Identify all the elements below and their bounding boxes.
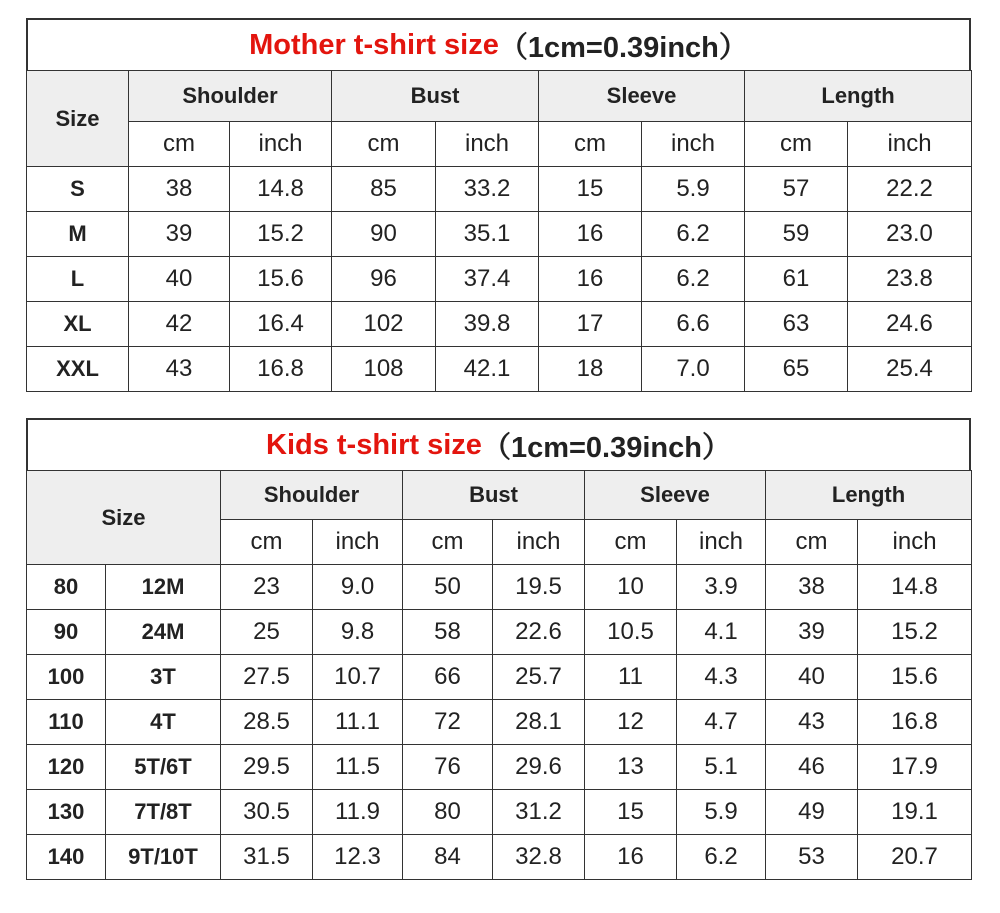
measurement-cell: 15.6 <box>858 655 972 700</box>
measurement-cell: 22.2 <box>848 167 972 212</box>
measurement-cell: 31.2 <box>493 790 585 835</box>
measurement-cell: 33.2 <box>436 167 539 212</box>
unit-header-inch: inch <box>230 122 332 167</box>
measurement-cell: 31.5 <box>221 835 313 880</box>
measurement-cell: 25 <box>221 610 313 655</box>
measurement-cell: 46 <box>766 745 858 790</box>
measurement-cell: 40 <box>129 257 230 302</box>
table-row <box>27 347 972 392</box>
unit-header-cm: cm <box>403 520 493 565</box>
measurement-cell: 15.2 <box>230 212 332 257</box>
measurement-cell: 108 <box>332 347 436 392</box>
measurement-cell: 17.9 <box>858 745 972 790</box>
group-header-shoulder: Shoulder <box>129 71 332 122</box>
height-label: 100 <box>27 655 106 700</box>
measurement-cell: 9.0 <box>313 565 403 610</box>
unit-header-inch: inch <box>493 520 585 565</box>
measurement-cell: 7.0 <box>642 347 745 392</box>
unit-header-cm: cm <box>766 520 858 565</box>
kids-title-main: Kids t-shirt size <box>266 428 482 461</box>
size-label: 24M <box>106 610 221 655</box>
size-label: XL <box>27 302 129 347</box>
measurement-cell: 11.9 <box>313 790 403 835</box>
table-row <box>27 700 972 745</box>
measurement-cell: 6.2 <box>677 835 766 880</box>
measurement-cell: 15 <box>585 790 677 835</box>
measurement-cell: 6.2 <box>642 257 745 302</box>
measurement-cell: 84 <box>403 835 493 880</box>
measurement-cell: 42 <box>129 302 230 347</box>
size-label: 7T/8T <box>106 790 221 835</box>
group-header-sleeve: Sleeve <box>585 471 766 520</box>
measurement-cell: 96 <box>332 257 436 302</box>
group-header-length: Length <box>766 471 972 520</box>
measurement-cell: 38 <box>766 565 858 610</box>
measurement-cell: 19.1 <box>858 790 972 835</box>
measurement-cell: 57 <box>745 167 848 212</box>
unit-header-inch: inch <box>313 520 403 565</box>
measurement-cell: 59 <box>745 212 848 257</box>
measurement-cell: 20.7 <box>858 835 972 880</box>
measurement-cell: 39 <box>766 610 858 655</box>
height-label: 90 <box>27 610 106 655</box>
measurement-cell: 15 <box>539 167 642 212</box>
table-row <box>27 835 972 880</box>
measurement-cell: 25.7 <box>493 655 585 700</box>
measurement-cell: 12.3 <box>313 835 403 880</box>
header-row-groups <box>27 471 972 520</box>
table-row <box>27 610 972 655</box>
table-row <box>27 212 972 257</box>
group-header-sleeve: Sleeve <box>539 71 745 122</box>
measurement-cell: 16 <box>585 835 677 880</box>
measurement-cell: 16.8 <box>858 700 972 745</box>
height-label: 80 <box>27 565 106 610</box>
measurement-cell: 19.5 <box>493 565 585 610</box>
measurement-cell: 22.6 <box>493 610 585 655</box>
table-row <box>27 790 972 835</box>
measurement-cell: 25.4 <box>848 347 972 392</box>
unit-header-inch: inch <box>677 520 766 565</box>
measurement-cell: 32.8 <box>493 835 585 880</box>
mother-size-table <box>26 70 972 392</box>
measurement-cell: 6.6 <box>642 302 745 347</box>
measurement-cell: 28.1 <box>493 700 585 745</box>
size-label: M <box>27 212 129 257</box>
measurement-cell: 53 <box>766 835 858 880</box>
group-header-shoulder: Shoulder <box>221 471 403 520</box>
measurement-cell: 29.6 <box>493 745 585 790</box>
measurement-cell: 23.8 <box>848 257 972 302</box>
measurement-cell: 23 <box>221 565 313 610</box>
measurement-cell: 16.8 <box>230 347 332 392</box>
kids-chart-title <box>26 418 971 470</box>
size-label: S <box>27 167 129 212</box>
measurement-cell: 85 <box>332 167 436 212</box>
measurement-cell: 50 <box>403 565 493 610</box>
measurement-cell: 10 <box>585 565 677 610</box>
size-header: Size <box>27 471 221 565</box>
unit-header-inch: inch <box>858 520 972 565</box>
height-label: 140 <box>27 835 106 880</box>
measurement-cell: 39.8 <box>436 302 539 347</box>
kids-title-conversion: （1cm=0.39inch） <box>481 431 731 464</box>
measurement-cell: 38 <box>129 167 230 212</box>
measurement-cell: 49 <box>766 790 858 835</box>
kids-size-table <box>26 470 972 880</box>
measurement-cell: 16 <box>539 257 642 302</box>
measurement-cell: 10.5 <box>585 610 677 655</box>
measurement-cell: 11.5 <box>313 745 403 790</box>
measurement-cell: 10.7 <box>313 655 403 700</box>
measurement-cell: 3.9 <box>677 565 766 610</box>
measurement-cell: 5.1 <box>677 745 766 790</box>
measurement-cell: 63 <box>745 302 848 347</box>
measurement-cell: 90 <box>332 212 436 257</box>
measurement-cell: 6.2 <box>642 212 745 257</box>
measurement-cell: 61 <box>745 257 848 302</box>
measurement-cell: 11.1 <box>313 700 403 745</box>
measurement-cell: 4.7 <box>677 700 766 745</box>
measurement-cell: 30.5 <box>221 790 313 835</box>
mother-size-chart <box>26 18 971 392</box>
measurement-cell: 18 <box>539 347 642 392</box>
unit-header-inch: inch <box>848 122 972 167</box>
measurement-cell: 15.6 <box>230 257 332 302</box>
table-row <box>27 565 972 610</box>
unit-header-cm: cm <box>129 122 230 167</box>
table-row <box>27 257 972 302</box>
size-label: 3T <box>106 655 221 700</box>
mother-title-main: Mother t-shirt size <box>249 28 499 61</box>
unit-header-cm: cm <box>745 122 848 167</box>
table-row <box>27 745 972 790</box>
header-row-groups <box>27 71 972 122</box>
kids-size-chart <box>26 418 971 880</box>
measurement-cell: 80 <box>403 790 493 835</box>
measurement-cell: 35.1 <box>436 212 539 257</box>
measurement-cell: 39 <box>129 212 230 257</box>
unit-header-cm: cm <box>585 520 677 565</box>
size-header: Size <box>27 71 129 167</box>
measurement-cell: 24.6 <box>848 302 972 347</box>
height-label: 110 <box>27 700 106 745</box>
measurement-cell: 23.0 <box>848 212 972 257</box>
measurement-cell: 37.4 <box>436 257 539 302</box>
unit-header-cm: cm <box>221 520 313 565</box>
size-label: L <box>27 257 129 302</box>
measurement-cell: 5.9 <box>677 790 766 835</box>
unit-header-inch: inch <box>436 122 539 167</box>
group-header-bust: Bust <box>403 471 585 520</box>
size-label: 12M <box>106 565 221 610</box>
table-row <box>27 167 972 212</box>
table-row <box>27 655 972 700</box>
group-header-length: Length <box>745 71 972 122</box>
measurement-cell: 102 <box>332 302 436 347</box>
measurement-cell: 14.8 <box>230 167 332 212</box>
measurement-cell: 29.5 <box>221 745 313 790</box>
measurement-cell: 43 <box>766 700 858 745</box>
measurement-cell: 9.8 <box>313 610 403 655</box>
measurement-cell: 16 <box>539 212 642 257</box>
measurement-cell: 16.4 <box>230 302 332 347</box>
size-label: 5T/6T <box>106 745 221 790</box>
unit-header-cm: cm <box>539 122 642 167</box>
header-row-units <box>27 122 972 167</box>
measurement-cell: 66 <box>403 655 493 700</box>
measurement-cell: 76 <box>403 745 493 790</box>
measurement-cell: 28.5 <box>221 700 313 745</box>
measurement-cell: 42.1 <box>436 347 539 392</box>
size-label: 4T <box>106 700 221 745</box>
measurement-cell: 58 <box>403 610 493 655</box>
measurement-cell: 65 <box>745 347 848 392</box>
measurement-cell: 14.8 <box>858 565 972 610</box>
height-label: 130 <box>27 790 106 835</box>
table-row <box>27 302 972 347</box>
measurement-cell: 43 <box>129 347 230 392</box>
size-label: XXL <box>27 347 129 392</box>
measurement-cell: 72 <box>403 700 493 745</box>
group-header-bust: Bust <box>332 71 539 122</box>
measurement-cell: 4.3 <box>677 655 766 700</box>
height-label: 120 <box>27 745 106 790</box>
measurement-cell: 15.2 <box>858 610 972 655</box>
measurement-cell: 13 <box>585 745 677 790</box>
mother-title-conversion: （1cm=0.39inch） <box>498 31 748 64</box>
size-label: 9T/10T <box>106 835 221 880</box>
unit-header-inch: inch <box>642 122 745 167</box>
mother-chart-title <box>26 18 971 70</box>
measurement-cell: 4.1 <box>677 610 766 655</box>
measurement-cell: 12 <box>585 700 677 745</box>
measurement-cell: 40 <box>766 655 858 700</box>
measurement-cell: 5.9 <box>642 167 745 212</box>
unit-header-cm: cm <box>332 122 436 167</box>
measurement-cell: 27.5 <box>221 655 313 700</box>
measurement-cell: 11 <box>585 655 677 700</box>
measurement-cell: 17 <box>539 302 642 347</box>
